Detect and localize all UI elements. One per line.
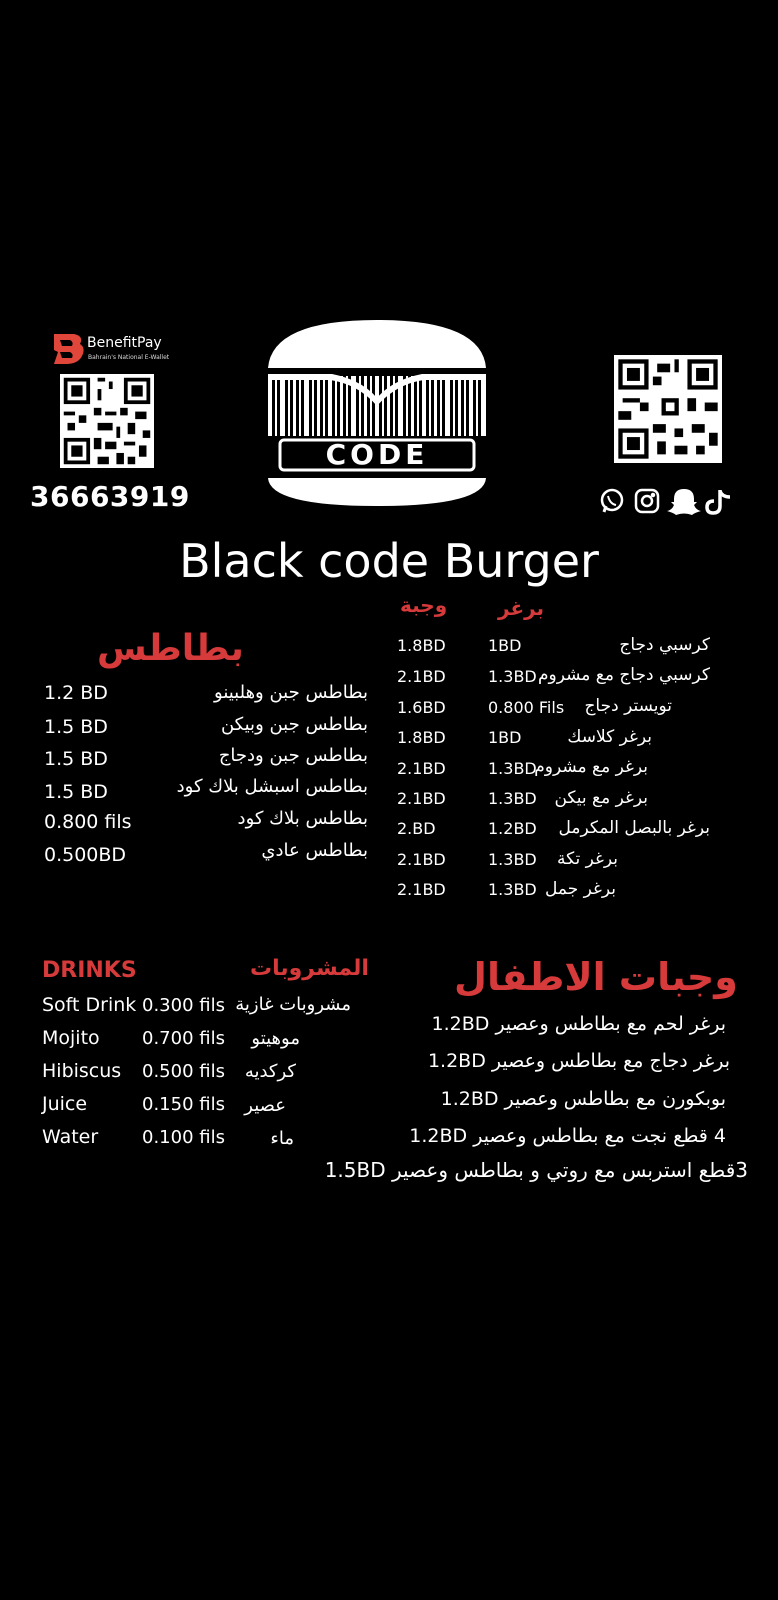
burger-item-name: برغر بالبصل المكرمل [558, 818, 710, 838]
kids-meal-item: بوبكورن مع بطاطس وعصير 1.2BD [440, 1088, 726, 1110]
burger-column-header: برغر [498, 596, 545, 620]
fries-section-title: بطاطس [97, 628, 244, 669]
drink-price: 0.300 fils [142, 995, 225, 1016]
phone-number[interactable]: 36663919 [30, 480, 190, 513]
burger-item-name: برغر مع مشروم [534, 757, 648, 777]
drink-price: 0.500 fils [142, 1061, 225, 1082]
fries-item-name: بطاطس جبن وهلبينو [214, 682, 368, 703]
drink-name-en: Mojito [42, 1027, 100, 1049]
drink-name-en: Water [42, 1126, 99, 1148]
fries-item-price: 0.500BD [44, 844, 127, 866]
drinks-title-ar: المشروبات [250, 956, 369, 981]
drink-name-en: Hibiscus [42, 1060, 122, 1082]
drink-name-ar: موهيتو [251, 1028, 300, 1049]
instagram-icon[interactable] [636, 490, 658, 512]
meal-item-price: 1.8BD [397, 728, 446, 747]
burger-item-price: 1.3BD [488, 759, 537, 778]
fries-item-price: 1.5 BD [44, 781, 108, 803]
burger-item-price: 1BD [488, 728, 522, 747]
fries-item-price: 0.800 fils [44, 811, 132, 833]
fries-item-name: بطاطس عادي [261, 840, 368, 861]
burger-item-name: برغر كلاسك [567, 727, 652, 747]
meal-item-price: 2.1BD [397, 880, 446, 899]
meal-item-price: 2.BD [397, 819, 436, 838]
logo-text: CODE [325, 438, 429, 471]
tiktok-icon[interactable] [707, 490, 730, 513]
meal-item-price: 1.6BD [397, 698, 446, 717]
kids-meal-item: 4 قطع نجت مع بطاطس وعصير 1.2BD [409, 1125, 726, 1147]
fries-item-name: بطاطس جبن وبيكن [220, 714, 368, 735]
drink-price: 0.150 fils [142, 1094, 225, 1115]
fries-item-price: 1.5 BD [44, 748, 108, 770]
drink-name-ar: مشروبات غازية [235, 994, 351, 1015]
black-code-burger-logo-icon [262, 318, 492, 508]
burger-item-name: كرسبي دجاج مع مشروم [537, 665, 710, 685]
burger-item-price: 1.3BD [488, 789, 537, 808]
drink-price: 0.100 fils [142, 1127, 225, 1148]
fries-item-price: 1.5 BD [44, 716, 108, 738]
kids-meal-item: برغر لحم مع بطاطس وعصير 1.2BD [431, 1013, 726, 1035]
benefitpay-qr-code-icon[interactable] [60, 374, 154, 468]
page-title: Black code Burger [179, 534, 599, 588]
drinks-title-en: DRINKS [42, 958, 137, 983]
drink-name-en: Soft Drink [42, 994, 137, 1016]
kids-meal-item: برغر دجاج مع بطاطس وعصير 1.2BD [427, 1050, 730, 1072]
drink-price: 0.700 fils [142, 1028, 225, 1049]
meal-item-price: 1.8BD [397, 636, 446, 655]
burger-item-price: 0.800 Fils [488, 698, 565, 717]
fries-item-name: بطاطس اسبشل بلاك كود [176, 776, 368, 797]
burger-item-price: 1.3BD [488, 880, 537, 899]
whatsapp-icon[interactable] [602, 490, 622, 512]
burger-item-price: 1BD [488, 636, 522, 655]
burger-item-name: برغر جمل [545, 879, 616, 899]
burger-item-price: 1.3BD [488, 850, 537, 869]
benefitpay-tagline: Bahrain's National E-Wallet [88, 354, 170, 361]
fries-item-name: بطاطس بلاك كود [237, 808, 368, 829]
burger-item-name: برغر مع بيكن [554, 788, 648, 808]
burger-item-name: برغر تكة [556, 849, 618, 869]
drink-name-ar: كركديه [244, 1061, 296, 1082]
burger-item-name: كرسبي دجاج [619, 635, 710, 655]
burger-item-price: 1.3BD [488, 667, 537, 686]
kids-meal-item: 3قطع استربس مع روتي و بطاطس وعصير 1.5BD [324, 1158, 748, 1182]
meal-column-header: وجبة [400, 593, 448, 617]
menu-qr-code-icon[interactable] [614, 355, 722, 463]
fries-item-price: 1.2 BD [44, 682, 108, 704]
fries-item-name: بطاطس جبن ودجاج [218, 745, 368, 766]
burger-item-name: تويستر دجاج [584, 696, 672, 716]
meal-item-price: 2.1BD [397, 759, 446, 778]
snapchat-icon[interactable] [667, 489, 701, 515]
kids-meals-title: وجبات الاطفال [454, 955, 738, 999]
meal-item-price: 2.1BD [397, 667, 446, 686]
benefitpay-brand: BenefitPay [87, 335, 162, 351]
drink-name-en: Juice [42, 1093, 88, 1115]
meal-item-price: 2.1BD [397, 850, 446, 869]
social-icons-row [598, 486, 738, 516]
burger-item-price: 1.2BD [488, 819, 537, 838]
meal-item-price: 2.1BD [397, 789, 446, 808]
drink-name-ar: عصير [244, 1095, 286, 1116]
drink-name-ar: ماء [270, 1128, 294, 1149]
